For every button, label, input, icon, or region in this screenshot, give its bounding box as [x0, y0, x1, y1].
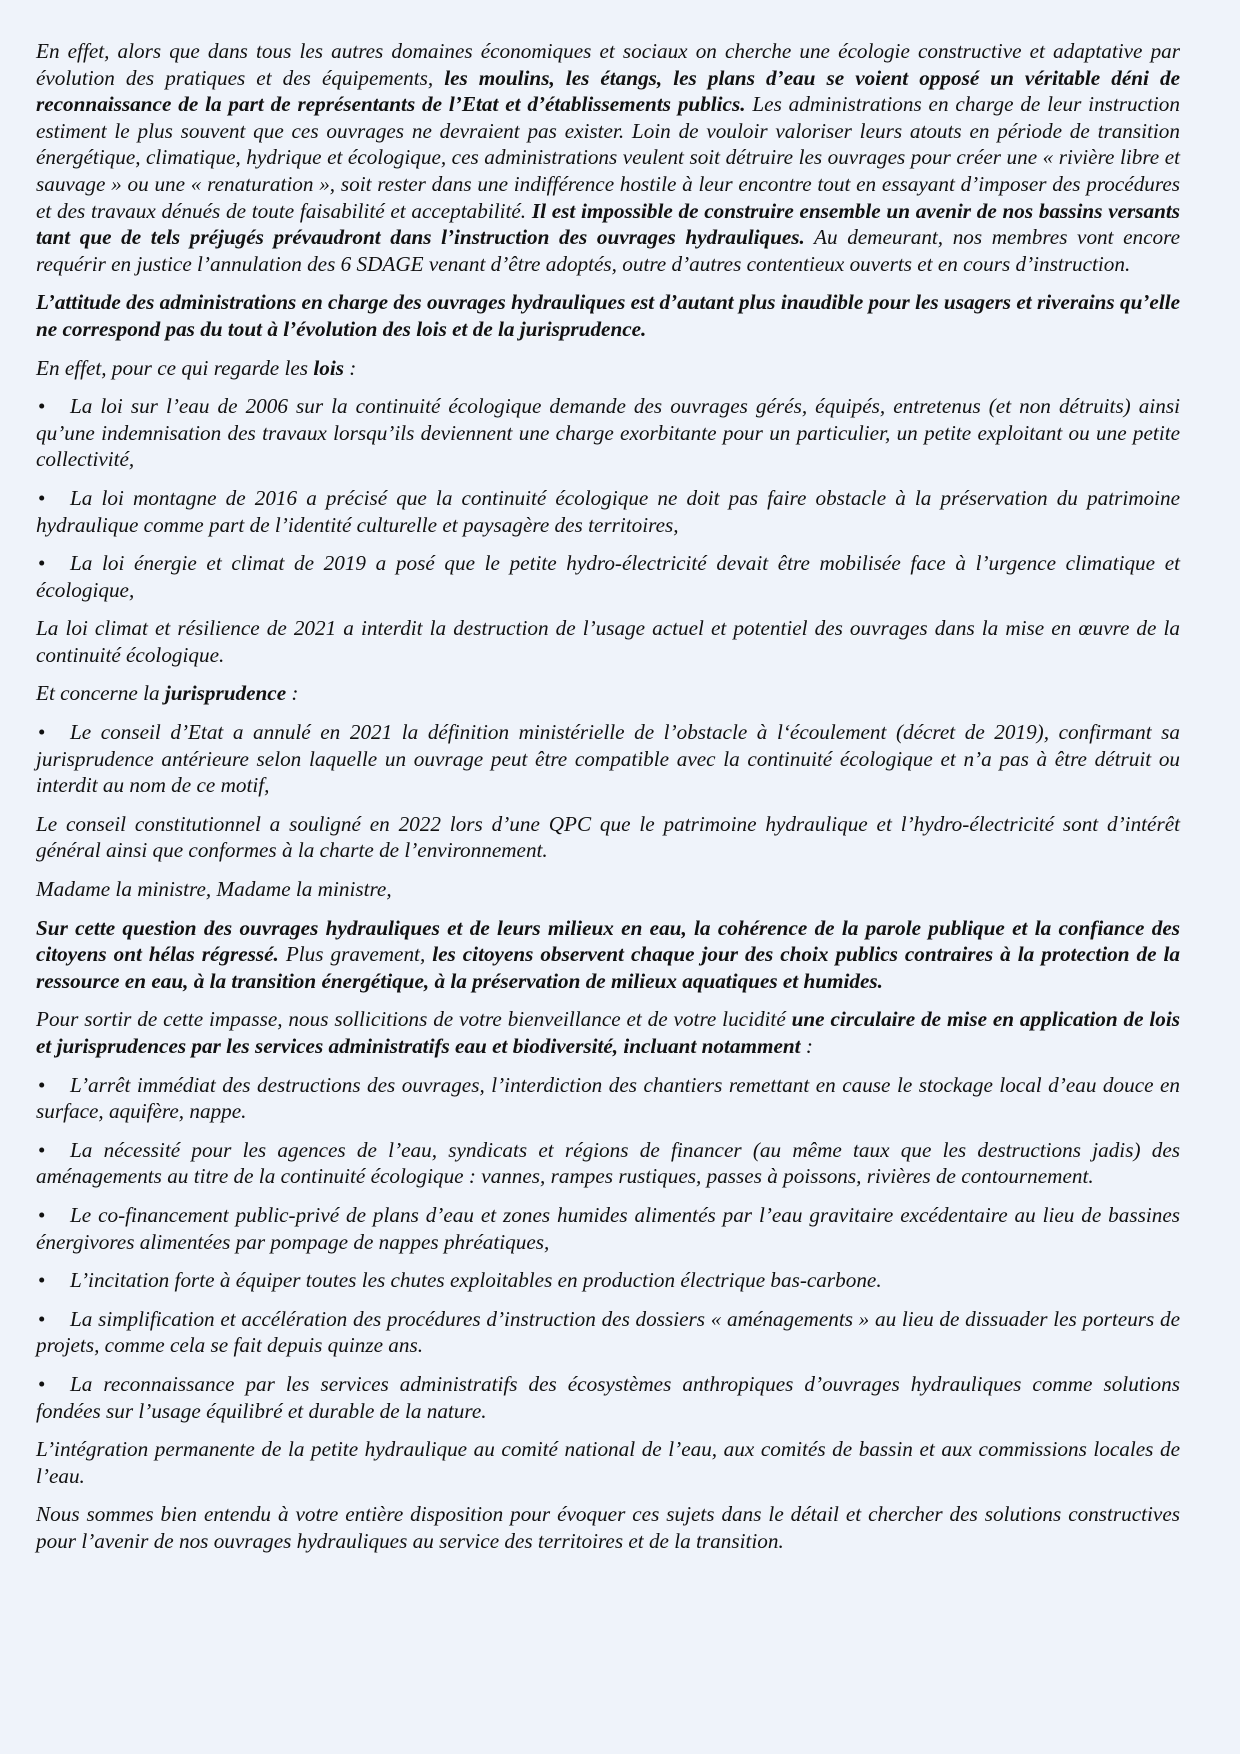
- paragraph: [36, 355, 1180, 382]
- bullet-icon: •: [38, 720, 46, 745]
- bullet-icon: •: [38, 485, 46, 510]
- paragraph: [36, 38, 1180, 277]
- text: Les administrations en charge de leur instruction estiment le plus souvent que ces ouvrages ne devraient pas exister. Loin de vouloir valoriser leurs atouts en période de transition énergétique, climatique, hydrique et écologique, ces administrations veulent soit détruire les ouvrages pour créer une « rivière libre et sauvage » ou une « renaturation », soit rester dans une indifférence hostile à leur encontre tout en essayant d’imposer des procédures et des travaux dénués de toute faisabilité et acceptabilité.: [36, 92, 1180, 223]
- text: :: [343, 355, 357, 380]
- text: La simplification et accélération des procédures d’instruction des dossiers « aménagements » au lieu de dissuader les porteurs de projets, comme cela se fait depuis quinze ans.: [36, 1306, 1180, 1358]
- bold-text: Sur cette question des ouvrages hydrauliques et de leurs milieux en eau, la cohérence de la parole publique et la confiance des citoyens ont hélas régressé.: [36, 915, 1180, 967]
- text: La loi sur l’eau de 2006 sur la continuité écologique demande des ouvrages gérés, équipés, entretenus (et non détruits) ainsi qu’une indemnisation des travaux lorsqu’ils deviennent une charge exorbitante pour un particulier, un petite exploitant ou une petite collectivité,: [36, 394, 1180, 472]
- text: L’intégration permanente de la petite hydraulique au comité national de l’eau, aux comités de bassin et aux commissions locales de l’eau.: [36, 1437, 1180, 1488]
- text: Le co-financement public-privé de plans d’eau et zones humides alimentés par l’eau gravitaire excédentaire au lieu de bassines énergivores alimentées par pompage de nappes phréatiques,: [36, 1202, 1180, 1254]
- text: L’incitation forte à équiper toutes les chutes exploitables en production électrique bas-carbone.: [70, 1268, 882, 1293]
- bullet-item: [36, 1371, 1180, 1424]
- text: Plus gravement,: [278, 942, 433, 967]
- text: :: [800, 1034, 813, 1058]
- bullet-item: [36, 485, 1180, 538]
- document-body: [36, 38, 1180, 1567]
- bold-text: les citoyens observent chaque jour des choix publics contraires à la protection de la ressource en eau, à la transition énergétique, à la préservation de milieux aquatiques et humides.: [36, 942, 1180, 993]
- bullet-item: [36, 719, 1180, 799]
- bullet-item: [36, 1267, 1180, 1294]
- paragraph: [36, 1006, 1180, 1059]
- bullet-item: [36, 550, 1180, 603]
- bullet-item: [36, 393, 1180, 473]
- bullet-icon: •: [38, 1306, 46, 1331]
- bold-text: une circulaire de mise en application de lois et jurisprudences par les services administratifs eau et biodiversité, incluant notamment: [36, 1007, 1180, 1058]
- bullet-icon: •: [38, 1268, 46, 1293]
- text: La nécessité pour les agences de l’eau, syndicats et régions de financer (au même taux que les destructions jadis) des aménagements au titre de la continuité écologique : vannes, rampes rustiques, passes à poissons, rivières de contournement.: [36, 1137, 1180, 1189]
- text: La loi climat et résilience de 2021 a interdit la destruction de l’usage actuel et potentiel des ouvrages dans la mise en œuvre de la continuité écologique.: [36, 616, 1180, 667]
- bullet-item: [36, 1072, 1180, 1125]
- text: :: [286, 681, 299, 706]
- text: L’arrêt immédiat des destructions des ouvrages, l’interdiction des chantiers remettant en cause le stockage local d’eau douce en surface, aquifère, nappe.: [36, 1072, 1180, 1124]
- text: Et concerne la: [36, 681, 165, 706]
- text: Au demeurant, nos membres vont encore requérir en justice l’annulation des 6 SDAGE venant d’être adoptés, outre d’autres contentieux ouverts et en cours d’instruction.: [36, 225, 1180, 276]
- bullet-icon: •: [38, 1137, 46, 1162]
- paragraph: [36, 615, 1180, 668]
- bullet-icon: •: [38, 551, 46, 576]
- paragraph: [36, 680, 1180, 707]
- bold-text: les moulins, les étangs, les plans d’eau se voient opposé un véritable déni de reconnaissance de la part de représentants de l’Etat et d’établissements publics.: [36, 65, 1180, 117]
- bold-text: L’attitude des administrations en charge des ouvrages hydrauliques est d’autant plus inaudible pour les usagers et riverains qu’elle ne correspond pas du tout à l’évolution des lois et de la jurisprudence.: [36, 290, 1180, 341]
- paragraph: [36, 1436, 1180, 1489]
- bold-text: Il est impossible de construire ensemble un avenir de nos bassins versants tant que de tels préjugés prévaudront dans l’instruction des ouvrages hydrauliques.: [36, 198, 1180, 250]
- text: Le conseil d’Etat a annulé en 2021 la définition ministérielle de l’obstacle à l‘écoulement (décret de 2019), confirmant sa jurisprudence antérieure selon laquelle un ouvrage peut être compatible avec la continuité écologique et n’a pas à être détruit ou interdit au nom de ce motif,: [36, 720, 1180, 798]
- text: Madame la ministre, Madame la ministre,: [36, 877, 392, 902]
- text: Pour sortir de cette impasse, nous sollicitions de votre bienveillance et de votre lucidité: [36, 1007, 792, 1032]
- bullet-icon: •: [38, 1072, 46, 1097]
- bullet-icon: •: [38, 394, 46, 419]
- text: La loi énergie et climat de 2019 a posé que le petite hydro-électricité devait être mobilisée face à l’urgence climatique et écologique,: [36, 551, 1180, 602]
- text: En effet, pour ce qui regarde les: [36, 355, 314, 380]
- bullet-item: [36, 1202, 1180, 1255]
- text: En effet, alors que dans tous les autres domaines économiques et sociaux on cherche une écologie constructive et adaptative par évolution des pratiques et des équipements,: [36, 39, 1180, 90]
- bullet-icon: •: [38, 1202, 46, 1227]
- paragraph: [36, 811, 1180, 864]
- bullet-item: [36, 1137, 1180, 1190]
- text: Nous sommes bien entendu à votre entière disposition pour évoquer ces sujets dans le détail et chercher des solutions constructives pour l’avenir de nos ouvrages hydrauliques au service des territoires et de la transition.: [36, 1502, 1180, 1553]
- bold-text: jurisprudence: [164, 681, 287, 706]
- text: La loi montagne de 2016 a précisé que la continuité écologique ne doit pas faire obstacle à la préservation du patrimoine hydraulique comme part de l’identité culturelle et paysagère des territoires,: [36, 485, 1180, 537]
- bold-text: lois: [313, 355, 344, 380]
- bullet-item: [36, 1306, 1180, 1359]
- text: Le conseil constitutionnel a souligné en 2022 lors d’une QPC que le patrimoine hydraulique et l’hydro-électricité sont d’intérêt général ainsi que conformes à la charte de l’environnement.: [36, 811, 1180, 863]
- bullet-icon: •: [38, 1371, 46, 1396]
- text: La reconnaissance par les services administratifs des écosystèmes anthropiques d’ouvrages hydrauliques comme solutions fondées sur l’usage équilibré et durable de la nature.: [36, 1371, 1180, 1423]
- paragraph: [36, 1501, 1180, 1554]
- paragraph: [36, 876, 1180, 903]
- paragraph: [36, 289, 1180, 342]
- paragraph: [36, 915, 1180, 995]
